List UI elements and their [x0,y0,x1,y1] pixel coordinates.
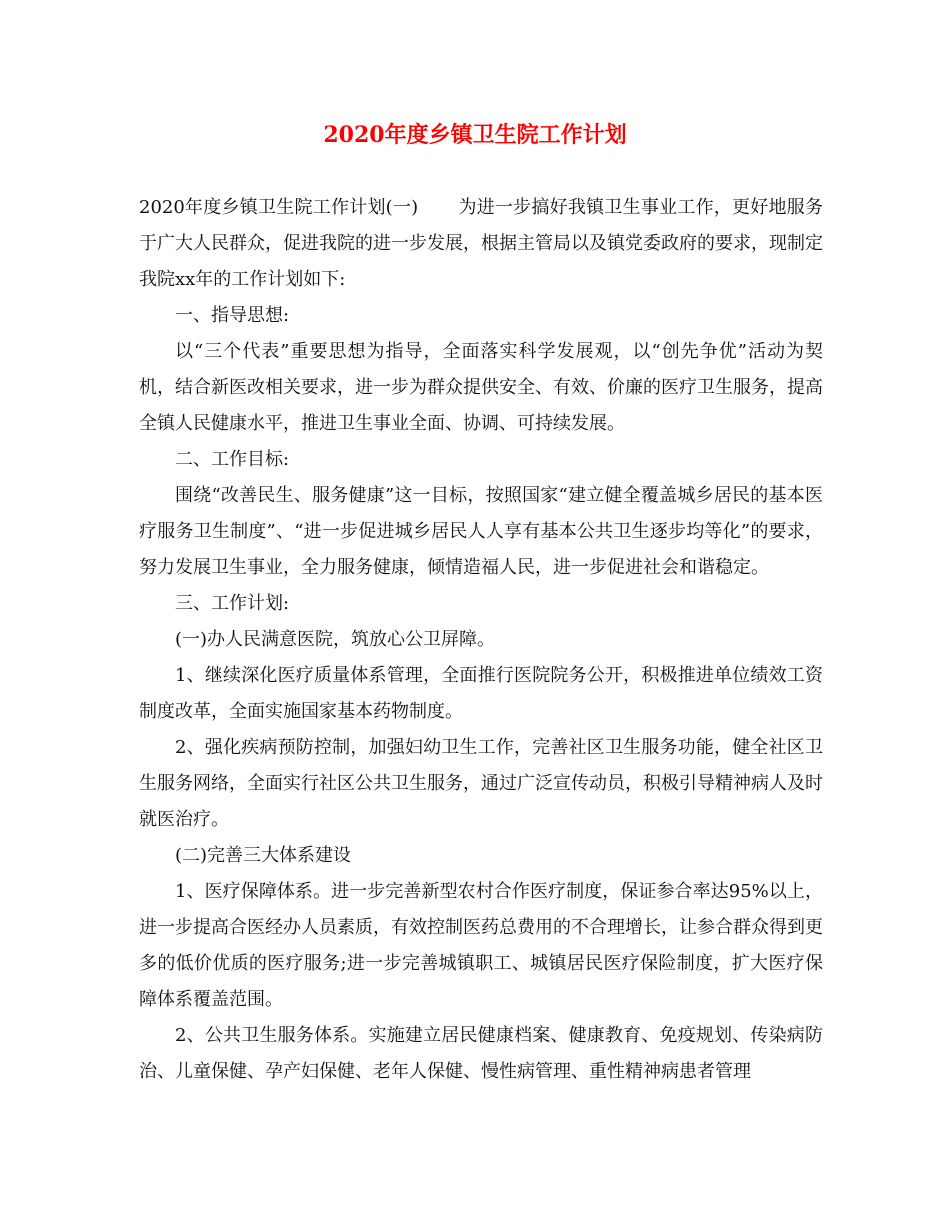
section-heading-work-goals: 二、工作目标: [175,449,290,470]
intro-text: 为进一步搞好我镇卫生事业工作，更好地服务于广大人民群众，促进我院的进一步发展，根据主管局以及镇党委政府的要求，现制定我院xx年的工作计划如下: [139,197,824,290]
body-paragraph: 以“三个代表”重要思想为指导，全面落实科学发展观，以“创先争优”活动为契机，结合新医改相关要求，进一步为群众提供安全、有效、价廉的医疗卫生服务，提高全镇人民健康水平，推进卫生事业全面、协调、可持续发展。 [139,341,823,434]
body-paragraph: 2、公共卫生服务体系。实施建立居民健康档案、健康教育、免疫规划、传染病防治、儿童保健、孕产妇保健、老年人保健、慢性病管理、重性精神病患者管理 [139,1025,823,1082]
section-heading-guiding-ideology: 一、指导思想: [175,305,290,326]
subsection-heading: (二)完善三大体系建设 [175,845,352,866]
body-paragraph: 1、医疗保障体系。进一步完善新型农村合作医疗制度，保证参合率达95%以上，进一步提高合医经办人员素质，有效控制医药总费用的不合理增长，让参合群众得到更多的低价优质的医疗服务;进一步完善城镇职工、城镇居民医疗保险制度，扩大医疗保障体系覆盖范围。 [139,881,823,1010]
body-paragraph: 2、强化疾病预防控制，加强妇幼卫生工作，完善社区卫生服务功能，健全社区卫生服务网络，全面实行社区公共卫生服务，通过广泛宣传动员，积极引导精神病人及时就医治疗。 [139,737,823,830]
section-heading-work-plan: 三、工作计划: [175,593,290,614]
body-paragraph: 围绕“改善民生、服务健康”这一目标，按照国家“建立健全覆盖城乡居民的基本医疗服务卫生制度”、“进一步促进城乡居民人人享有基本公共卫生逐步均等化”的要求，努力发展卫生事业，全力服务健康，倾情造福人民，进一步促进社会和谐稳定。 [139,485,823,578]
document-body [139,190,823,1090]
intro-paragraph [139,190,823,298]
intro-heading: 2020年度乡镇卫生院工作计划(一) [139,197,419,218]
body-paragraph: 1、继续深化医疗质量体系管理，全面推行医院院务公开，积极推进单位绩效工资制度改革，全面实施国家基本药物制度。 [139,665,823,722]
page-title: 2020年度乡镇卫生院工作计划 [323,122,627,148]
subsection-heading: (一)办人民满意医院，筑放心公卫屏障。 [175,629,496,650]
